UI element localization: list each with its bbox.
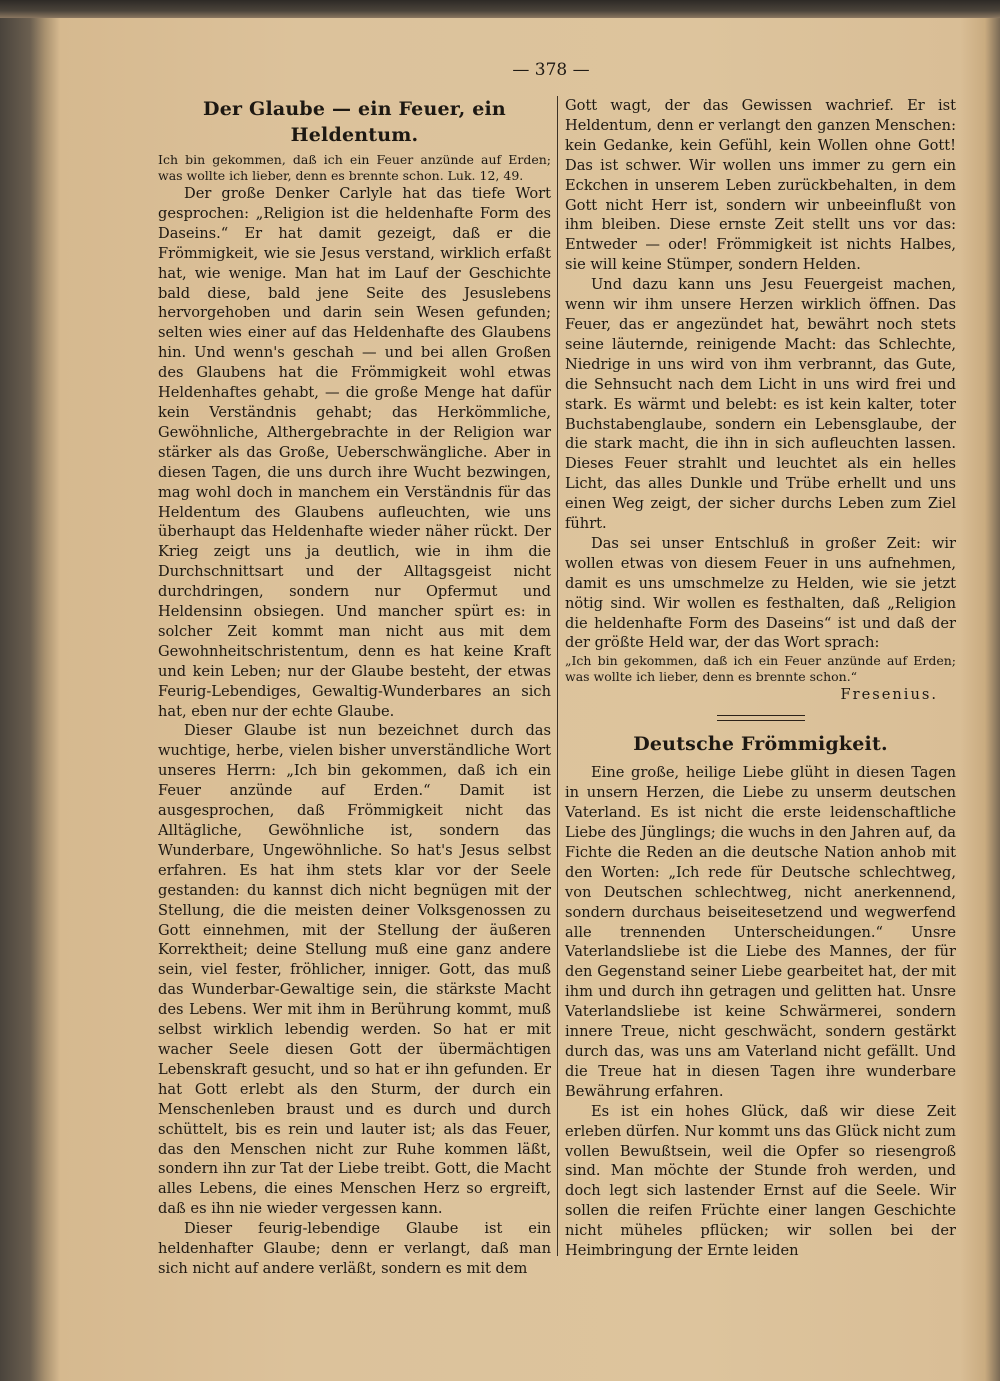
paragraph: Es ist ein hohes Glück, daß wir diese Zeit erleben dürfen. Nur kommt uns das Glück nicht zum vollen Bewußtsein, weil die Opfer so riesengroß sind. Man möchte der Stunde froh werden, und doch legt sich lastender Ernst auf die Seele. Wir sollen die reifen Früchte einer langen Geschichte nicht müheles pflücken; wir sollen bei der Heimbringung der Ernte leiden — [565, 1102, 956, 1260]
left-column — [158, 96, 551, 1279]
epigraph: Ich bin gekommen, daß ich ein Feuer anzünde auf Erden; was wollte ich lieber, denn es brennte schon. Luk. 12, 49. — [158, 152, 551, 183]
paragraph: Dieser Glaube ist nun bezeichnet durch das wuchtige, herbe, vielen bisher unverständliche Wort unseres Herrn: „Ich bin gekommen, daß ich ein Feuer anzünde auf Erden.“ Damit ist ausgesprochen, daß Frömmigkeit nicht das Alltägliche, Gewöhnliche ist, sondern das Wunderbare, Ungewöhnliche. So hat's Jesus selbst erfahren. Es hat ihm stets klar vor der Seele gestanden: du kannst dich nicht begnügen mit der Stellung, die die meisten deiner Volksgenossen zu Gott einnehmen, mit der Stellung der äußeren Korrektheit; deine Stellung muß eine ganz andere sein, viel fester, fröhlicher, inniger. Gott, das muß das Wunderbar-Gewaltige sein, die stärkste Macht des Lebens. Wer mit ihm in Berührung kommt, muß selbst wirklich lebendig werden. So hat er mit wacher Seele diesen Gott der übermächtigen Lebenskraft gesucht, und so hat er ihn gefunden. Er hat Gott erlebt als den Sturm, der durch ein Menschenleben braust und es durch und durch schüttelt, bis es rein und lauter ist; als das Feuer, das den Menschen nicht zur Ruhe kommen läßt, sondern ihn zur Tat der Liebe treibt. Gott, die Macht alles Lebens, die eines Menschen Herz so ergreift, daß es ihn nie wieder vergessen kann. — [158, 722, 551, 1218]
page-top-edge — [0, 0, 1000, 18]
paragraph: Eine große, heilige Liebe glüht in diesen Tagen in unsern Herzen, die Liebe zu unserm deutschen Vaterland. Es ist nicht die erste leidenschaftliche Liebe des Jünglings; die wuchs in den Jahren auf, da Fichte die Reden an die deutsche Nation anhob mit den Worten: „Ich rede für Deutsche schlechtweg, von Deutschen schlechtweg, nicht anerkennend, sondern durchaus beiseitesetzend und wegwerfend alle trennenden Unterscheidungen.“ Unsre Vaterlandsliebe ist die Liebe des Mannes, der für den Gegenstand seiner Liebe gearbeitet hat, der mit ihm und durch ihn getragen und gelitten hat. Unsre Vaterlandsliebe ist keine Schwärmerei, sondern innere Treue, nicht geschwächt, sondern gestärkt durch das, was uns am Vaterland nicht gefällt. Und die Treue hat in diesen Tagen ihre wunderbare Bewährung erfahren. — [565, 764, 956, 1100]
paragraph: Und dazu kann uns Jesu Feuergeist machen, wenn wir ihm unsere Herzen wirklich öffnen. Das Feuer, das er angezündet hat, bewährt noch stets seine läuternde, reinigende Macht: das Schlechte, Niedrige in uns wird von ihm verbrannt, das Gute, die Sehnsucht nach dem Licht in uns wird frei und stark. Es wärmt und belebt: es ist kein kalter, toter Buchstabenglaube, sondern ein Lebensglaube, der die stark macht, die ihn in sich aufleuchten lassen. Dieses Feuer strahlt und leuchtet als ein helles Licht, das alles Dunkle und Trübe erhellt und uns einen Weg zeigt, der sicher durchs Leben zum Ziel führt. — [565, 276, 956, 533]
closing-quote: „Ich bin gekommen, daß ich ein Feuer anzünde auf Erden; was wollte ich lieber, denn es brennte schon.“ — [565, 653, 956, 685]
page-number: — 378 — — [512, 60, 590, 80]
paragraph: Dieser feurig-lebendige Glaube ist ein heldenhafter Glaube; denn er verlangt, daß man sich nicht auf andere verläßt, sondern es mit dem — [158, 1220, 551, 1277]
article-title: Der Glaube — ein Feuer, ein Heldentum. — [203, 98, 506, 146]
column-divider — [557, 96, 558, 1256]
paragraph-continuation: Gott wagt, der das Gewissen wachrief. Er ist Heldentum, denn er verlangt den ganzen Menschen: kein Gedanke, kein Gefühl, kein Wollen ohne Gott! Das ist schwer. Wir wollen uns immer zu gern ein Eckchen in unserem Leben zurückbehalten, in dem Gott nicht Herr ist, sondern wir unbeeinflußt von ihm bleiben. Diese ernste Zeit stellt uns vor das: Entweder — oder! Frömmigkeit ist nichts Halbes, sie will keine Stümper, sondern Helden. — [565, 97, 956, 274]
author-signature: Fresenius. — [840, 686, 938, 704]
right-column — [565, 96, 956, 1261]
article-title: Deutsche Frömmigkeit. — [633, 733, 888, 756]
paragraph: Das sei unser Entschluß in großer Zeit: wir wollen etwas von diesem Feuer in uns aufnehmen, damit es uns umschmelze zu Helden, wie sie jetzt nötig sind. Wir wollen es festhalten, daß „Religion die heldenhafte Form des Daseins“ ist und daß der der größte Held war, der das Wort sprach: — [565, 534, 956, 652]
paragraph: Der große Denker Carlyle hat das tiefe Wort gesprochen: „Religion ist die heldenhafte Form des Daseins.“ Er hat damit gezeigt, daß er die Frömmigkeit, wie sie Jesus verstand, wirklich erfaßt hat, wie wenige. Man hat im Lauf der Geschichte bald diese, bald jene Seite des Jesuslebens hervorgehoben und darin sein Wesen gefunden; selten wies einer auf das Heldenhafte des Glaubens hin. Und wenn's geschah — und bei allen Großen des Glaubens hat die Frömmigkeit wohl etwas Heldenhaftes gehabt, — die große Menge hat dafür kein Verständnis gehabt; das Herkömmliche, Gewöhnliche, Althergebrachte in der Religion war stärker als das Große, Ueberschwängliche. Aber in diesen Tagen, die uns durch ihre Wucht bezwingen, mag wohl doch in manchem ein Verständnis für das Heldentum des Glaubens aufleuchten, wie uns überhaupt das Heldenhafte wieder näher rückt. Der Krieg zeigt uns ja deutlich, wie in ihm die Durchschnittsart und der Alltagsgeist nicht durchdringen, sondern nur Opfermut und Heldensinn obsiegen. Und mancher spürt es: in solcher Zeit kommt man nicht aus mit dem Gewohnheitschristentum, denn es hat keine Kraft und kein Leben; nur der Glaube besteht, der etwas Feurig-Lebendiges, Gewaltig-Wunderbares an sich hat, eben nur der echte Glaube. — [158, 185, 551, 720]
section-separator — [717, 715, 805, 721]
